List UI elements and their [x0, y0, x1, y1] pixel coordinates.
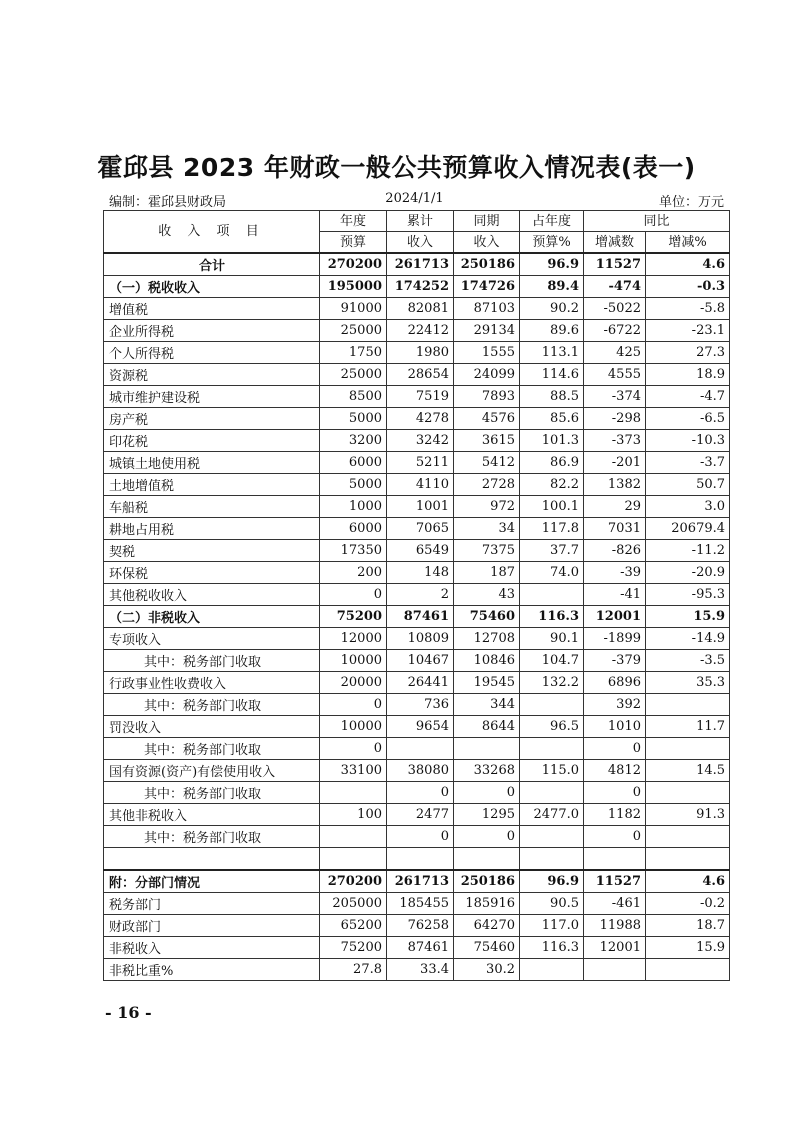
- item-name-cell: 土地增值税: [104, 474, 320, 496]
- pct-budget-cell: 96.5: [520, 716, 584, 738]
- item-name-cell: 增值税: [104, 298, 320, 320]
- cumulative-cell: 28654: [387, 364, 454, 386]
- change-pct-cell: [646, 826, 730, 848]
- item-name-cell: 耕地占用税: [104, 518, 320, 540]
- change-pct-cell: 91.3: [646, 804, 730, 826]
- change-amount-cell: -826: [584, 540, 646, 562]
- header-same-period-1: 同期: [454, 211, 520, 232]
- change-pct-cell: [646, 959, 730, 981]
- annual-budget-cell: 10000: [320, 650, 387, 672]
- header-project: 收 入 项 目: [104, 211, 320, 254]
- cumulative-cell: 2477: [387, 804, 454, 826]
- change-pct-cell: -6.5: [646, 408, 730, 430]
- same-period-cell: 1295: [454, 804, 520, 826]
- item-name-cell: 财政部门: [104, 915, 320, 937]
- cumulative-cell: 3242: [387, 430, 454, 452]
- annual-budget-cell: 0: [320, 738, 387, 760]
- change-amount-cell: -379: [584, 650, 646, 672]
- cumulative-cell: [387, 738, 454, 760]
- change-pct-cell: 20679.4: [646, 518, 730, 540]
- cumulative-cell: [387, 848, 454, 871]
- change-amount-cell: 1182: [584, 804, 646, 826]
- change-amount-cell: [584, 848, 646, 871]
- pct-budget-cell: 90.2: [520, 298, 584, 320]
- pct-budget-cell: 74.0: [520, 562, 584, 584]
- cumulative-cell: 87461: [387, 937, 454, 959]
- item-name-cell: 税务部门: [104, 893, 320, 915]
- item-name-cell: 其中：税务部门收取: [104, 826, 320, 848]
- cumulative-cell: 4278: [387, 408, 454, 430]
- change-pct-cell: 35.3: [646, 672, 730, 694]
- pct-budget-cell: [520, 826, 584, 848]
- change-amount-cell: 1382: [584, 474, 646, 496]
- annual-budget-cell: 195000: [320, 276, 387, 298]
- pct-budget-cell: 2477.0: [520, 804, 584, 826]
- cumulative-cell: 185455: [387, 893, 454, 915]
- change-pct-cell: 15.9: [646, 937, 730, 959]
- pct-budget-cell: 96.9: [520, 253, 584, 276]
- item-name-cell: 非税收入: [104, 937, 320, 959]
- header-change-pct: 增减%: [646, 232, 730, 254]
- pct-budget-cell: [520, 584, 584, 606]
- item-name-cell: 城镇土地使用税: [104, 452, 320, 474]
- change-pct-cell: 4.6: [646, 870, 730, 893]
- change-pct-cell: [646, 738, 730, 760]
- change-pct-cell: 18.9: [646, 364, 730, 386]
- pct-budget-cell: 86.9: [520, 452, 584, 474]
- pct-budget-cell: 113.1: [520, 342, 584, 364]
- change-pct-cell: 4.6: [646, 253, 730, 276]
- change-pct-cell: 50.7: [646, 474, 730, 496]
- header-yoy: 同比: [584, 211, 730, 232]
- header-annual-budget-2: 预算: [320, 232, 387, 254]
- page-title: 霍邱县 2023 年财政一般公共预算收入情况表(表一): [97, 153, 696, 182]
- same-period-cell: [454, 738, 520, 760]
- change-amount-cell: -374: [584, 386, 646, 408]
- annual-budget-cell: 25000: [320, 320, 387, 342]
- report-date: 2024/1/1: [385, 191, 444, 206]
- table-row: [104, 342, 730, 364]
- compiler-label: 编制：霍邱县财政局: [109, 195, 227, 210]
- item-name-cell: [104, 848, 320, 871]
- item-name-cell: （二）非税收入: [104, 606, 320, 628]
- annual-budget-cell: 1000: [320, 496, 387, 518]
- annual-budget-cell: [320, 848, 387, 871]
- change-amount-cell: 6896: [584, 672, 646, 694]
- item-name-cell: 契税: [104, 540, 320, 562]
- change-amount-cell: 12001: [584, 606, 646, 628]
- change-pct-cell: -4.7: [646, 386, 730, 408]
- change-amount-cell: [584, 959, 646, 981]
- change-amount-cell: 11527: [584, 870, 646, 893]
- pct-budget-cell: 117.8: [520, 518, 584, 540]
- change-pct-cell: -14.9: [646, 628, 730, 650]
- change-amount-cell: 11988: [584, 915, 646, 937]
- item-name-cell: 企业所得税: [104, 320, 320, 342]
- page-number: - 16 -: [105, 1003, 152, 1022]
- change-pct-cell: 3.0: [646, 496, 730, 518]
- change-pct-cell: [646, 782, 730, 804]
- same-period-cell: 2728: [454, 474, 520, 496]
- change-amount-cell: -6722: [584, 320, 646, 342]
- item-name-cell: 专项收入: [104, 628, 320, 650]
- item-name-cell: 个人所得税: [104, 342, 320, 364]
- table-row: [104, 826, 730, 848]
- same-period-cell: 185916: [454, 893, 520, 915]
- header-pct-budget-2: 预算%: [520, 232, 584, 254]
- cumulative-cell: 0: [387, 782, 454, 804]
- item-name-cell: 环保税: [104, 562, 320, 584]
- same-period-cell: 0: [454, 782, 520, 804]
- pct-budget-cell: 116.3: [520, 606, 584, 628]
- change-amount-cell: -461: [584, 893, 646, 915]
- table-row: [104, 937, 730, 959]
- table-row: [104, 848, 730, 871]
- table-row: [104, 760, 730, 782]
- pct-budget-cell: 117.0: [520, 915, 584, 937]
- cumulative-cell: 7519: [387, 386, 454, 408]
- change-amount-cell: -41: [584, 584, 646, 606]
- table-row: [104, 386, 730, 408]
- cumulative-cell: 1980: [387, 342, 454, 364]
- annual-budget-cell: 27.8: [320, 959, 387, 981]
- annual-budget-cell: 17350: [320, 540, 387, 562]
- same-period-cell: 174726: [454, 276, 520, 298]
- cumulative-cell: 261713: [387, 253, 454, 276]
- same-period-cell: 64270: [454, 915, 520, 937]
- change-pct-cell: -10.3: [646, 430, 730, 452]
- annual-budget-cell: [320, 782, 387, 804]
- change-pct-cell: [646, 848, 730, 871]
- same-period-cell: 250186: [454, 870, 520, 893]
- change-amount-cell: 0: [584, 738, 646, 760]
- annual-budget-cell: 100: [320, 804, 387, 826]
- change-pct-cell: -11.2: [646, 540, 730, 562]
- same-period-cell: 19545: [454, 672, 520, 694]
- same-period-cell: 7893: [454, 386, 520, 408]
- header-cumulative-2: 收入: [387, 232, 454, 254]
- item-name-cell: 非税比重%: [104, 959, 320, 981]
- annual-budget-cell: 8500: [320, 386, 387, 408]
- pct-budget-cell: 104.7: [520, 650, 584, 672]
- change-pct-cell: 14.5: [646, 760, 730, 782]
- item-name-cell: 其他非税收入: [104, 804, 320, 826]
- change-amount-cell: 7031: [584, 518, 646, 540]
- annual-budget-cell: 5000: [320, 474, 387, 496]
- same-period-cell: 10846: [454, 650, 520, 672]
- pct-budget-cell: 116.3: [520, 937, 584, 959]
- cumulative-cell: 33.4: [387, 959, 454, 981]
- annual-budget-cell: 75200: [320, 606, 387, 628]
- same-period-cell: 8644: [454, 716, 520, 738]
- item-name-cell: （一）税收收入: [104, 276, 320, 298]
- change-amount-cell: -474: [584, 276, 646, 298]
- table-row: [104, 364, 730, 386]
- table-row: [104, 496, 730, 518]
- annual-budget-cell: 65200: [320, 915, 387, 937]
- cumulative-cell: 2: [387, 584, 454, 606]
- change-amount-cell: 0: [584, 826, 646, 848]
- table-row: [104, 518, 730, 540]
- pct-budget-cell: [520, 694, 584, 716]
- table-row: [104, 540, 730, 562]
- same-period-cell: 1555: [454, 342, 520, 364]
- pct-budget-cell: 96.9: [520, 870, 584, 893]
- table-row: [104, 584, 730, 606]
- pct-budget-cell: 82.2: [520, 474, 584, 496]
- pct-budget-cell: [520, 782, 584, 804]
- cumulative-cell: 38080: [387, 760, 454, 782]
- same-period-cell: 43: [454, 584, 520, 606]
- item-name-cell: 其中：税务部门收取: [104, 738, 320, 760]
- revenue-table: [103, 210, 730, 981]
- pct-budget-cell: 100.1: [520, 496, 584, 518]
- same-period-cell: 30.2: [454, 959, 520, 981]
- change-pct-cell: -20.9: [646, 562, 730, 584]
- table-row: [104, 474, 730, 496]
- cumulative-cell: 148: [387, 562, 454, 584]
- table-row: [104, 606, 730, 628]
- cumulative-cell: 261713: [387, 870, 454, 893]
- item-name-cell: 罚没收入: [104, 716, 320, 738]
- cumulative-cell: 9654: [387, 716, 454, 738]
- change-amount-cell: 425: [584, 342, 646, 364]
- same-period-cell: 7375: [454, 540, 520, 562]
- table-row: [104, 253, 730, 276]
- same-period-cell: 24099: [454, 364, 520, 386]
- change-amount-cell: 4812: [584, 760, 646, 782]
- table-row: [104, 915, 730, 937]
- table-row: [104, 628, 730, 650]
- change-pct-cell: -3.5: [646, 650, 730, 672]
- change-pct-cell: [646, 694, 730, 716]
- pct-budget-cell: 115.0: [520, 760, 584, 782]
- table-row: [104, 694, 730, 716]
- annual-budget-cell: 75200: [320, 937, 387, 959]
- cumulative-cell: 10467: [387, 650, 454, 672]
- table-row: [104, 959, 730, 981]
- same-period-cell: 3615: [454, 430, 520, 452]
- change-amount-cell: -39: [584, 562, 646, 584]
- pct-budget-cell: 114.6: [520, 364, 584, 386]
- change-pct-cell: -0.3: [646, 276, 730, 298]
- annual-budget-cell: 20000: [320, 672, 387, 694]
- item-name-cell: 车船税: [104, 496, 320, 518]
- change-amount-cell: 11527: [584, 253, 646, 276]
- cumulative-cell: 1001: [387, 496, 454, 518]
- header-annual-budget-1: 年度: [320, 211, 387, 232]
- same-period-cell: 4576: [454, 408, 520, 430]
- cumulative-cell: 0: [387, 826, 454, 848]
- pct-budget-cell: 89.4: [520, 276, 584, 298]
- change-pct-cell: 11.7: [646, 716, 730, 738]
- pct-budget-cell: [520, 848, 584, 871]
- same-period-cell: 5412: [454, 452, 520, 474]
- same-period-cell: 344: [454, 694, 520, 716]
- annual-budget-cell: 6000: [320, 452, 387, 474]
- table-row: [104, 298, 730, 320]
- header-change-amount: 增减数: [584, 232, 646, 254]
- table-row: [104, 562, 730, 584]
- table-row: [104, 738, 730, 760]
- same-period-cell: 29134: [454, 320, 520, 342]
- change-pct-cell: -0.2: [646, 893, 730, 915]
- cumulative-cell: 174252: [387, 276, 454, 298]
- change-amount-cell: -5022: [584, 298, 646, 320]
- change-pct-cell: 27.3: [646, 342, 730, 364]
- cumulative-cell: 6549: [387, 540, 454, 562]
- annual-budget-cell: 6000: [320, 518, 387, 540]
- table-row: [104, 672, 730, 694]
- item-name-cell: 其中：税务部门收取: [104, 694, 320, 716]
- table-meta: [103, 191, 726, 209]
- annual-budget-cell: 1750: [320, 342, 387, 364]
- change-amount-cell: 29: [584, 496, 646, 518]
- item-name-cell: 附：分部门情况: [104, 870, 320, 893]
- cumulative-cell: 82081: [387, 298, 454, 320]
- change-amount-cell: -201: [584, 452, 646, 474]
- same-period-cell: 33268: [454, 760, 520, 782]
- pct-budget-cell: 90.1: [520, 628, 584, 650]
- header-same-period-2: 收入: [454, 232, 520, 254]
- same-period-cell: 75460: [454, 606, 520, 628]
- same-period-cell: 87103: [454, 298, 520, 320]
- same-period-cell: 75460: [454, 937, 520, 959]
- cumulative-cell: 26441: [387, 672, 454, 694]
- change-pct-cell: -23.1: [646, 320, 730, 342]
- item-name-cell: 其他税收收入: [104, 584, 320, 606]
- unit-label: 单位：万元: [658, 195, 724, 210]
- cumulative-cell: 4110: [387, 474, 454, 496]
- annual-budget-cell: 33100: [320, 760, 387, 782]
- cumulative-cell: 10809: [387, 628, 454, 650]
- header-pct-budget-1: 占年度: [520, 211, 584, 232]
- annual-budget-cell: 5000: [320, 408, 387, 430]
- change-amount-cell: 4555: [584, 364, 646, 386]
- same-period-cell: [454, 848, 520, 871]
- cumulative-cell: 87461: [387, 606, 454, 628]
- same-period-cell: 187: [454, 562, 520, 584]
- table-header: [104, 211, 730, 254]
- change-amount-cell: -373: [584, 430, 646, 452]
- table-row: [104, 716, 730, 738]
- pct-budget-cell: 89.6: [520, 320, 584, 342]
- header-cumulative-1: 累计: [387, 211, 454, 232]
- same-period-cell: 12708: [454, 628, 520, 650]
- pct-budget-cell: 101.3: [520, 430, 584, 452]
- table-row: [104, 320, 730, 342]
- table-row: [104, 650, 730, 672]
- change-amount-cell: 1010: [584, 716, 646, 738]
- same-period-cell: 0: [454, 826, 520, 848]
- annual-budget-cell: 200: [320, 562, 387, 584]
- change-amount-cell: 392: [584, 694, 646, 716]
- change-pct-cell: 15.9: [646, 606, 730, 628]
- item-name-cell: 房产税: [104, 408, 320, 430]
- table-row: [104, 408, 730, 430]
- item-name-cell: 其中：税务部门收取: [104, 782, 320, 804]
- change-amount-cell: 12001: [584, 937, 646, 959]
- same-period-cell: 34: [454, 518, 520, 540]
- cumulative-cell: 7065: [387, 518, 454, 540]
- same-period-cell: 250186: [454, 253, 520, 276]
- item-name-cell: 城市维护建设税: [104, 386, 320, 408]
- annual-budget-cell: 0: [320, 694, 387, 716]
- pct-budget-cell: [520, 738, 584, 760]
- pct-budget-cell: 37.7: [520, 540, 584, 562]
- change-pct-cell: -3.7: [646, 452, 730, 474]
- change-pct-cell: -95.3: [646, 584, 730, 606]
- cumulative-cell: 736: [387, 694, 454, 716]
- item-name-cell: 印花税: [104, 430, 320, 452]
- annual-budget-cell: 3200: [320, 430, 387, 452]
- table-row: [104, 893, 730, 915]
- annual-budget-cell: 25000: [320, 364, 387, 386]
- annual-budget-cell: 270200: [320, 253, 387, 276]
- same-period-cell: 972: [454, 496, 520, 518]
- cumulative-cell: 5211: [387, 452, 454, 474]
- pct-budget-cell: 90.5: [520, 893, 584, 915]
- pct-budget-cell: 85.6: [520, 408, 584, 430]
- change-amount-cell: -1899: [584, 628, 646, 650]
- pct-budget-cell: [520, 959, 584, 981]
- change-pct-cell: -5.8: [646, 298, 730, 320]
- item-name-cell: 其中：税务部门收取: [104, 650, 320, 672]
- table-row: [104, 276, 730, 298]
- table-body: [104, 253, 730, 981]
- item-name-cell: 国有资源(资产)有偿使用收入: [104, 760, 320, 782]
- annual-budget-cell: 0: [320, 584, 387, 606]
- annual-budget-cell: 10000: [320, 716, 387, 738]
- change-amount-cell: 0: [584, 782, 646, 804]
- cumulative-cell: 22412: [387, 320, 454, 342]
- annual-budget-cell: 205000: [320, 893, 387, 915]
- item-name-cell: 资源税: [104, 364, 320, 386]
- table-row: [104, 430, 730, 452]
- table-row: [104, 804, 730, 826]
- table-row: [104, 870, 730, 893]
- table-row: [104, 782, 730, 804]
- cumulative-cell: 76258: [387, 915, 454, 937]
- pct-budget-cell: 88.5: [520, 386, 584, 408]
- change-pct-cell: 18.7: [646, 915, 730, 937]
- annual-budget-cell: 12000: [320, 628, 387, 650]
- item-name-cell: 行政事业性收费收入: [104, 672, 320, 694]
- table-row: [104, 452, 730, 474]
- pct-budget-cell: 132.2: [520, 672, 584, 694]
- annual-budget-cell: [320, 826, 387, 848]
- item-name-cell: 合计: [104, 253, 320, 276]
- annual-budget-cell: 91000: [320, 298, 387, 320]
- change-amount-cell: -298: [584, 408, 646, 430]
- annual-budget-cell: 270200: [320, 870, 387, 893]
